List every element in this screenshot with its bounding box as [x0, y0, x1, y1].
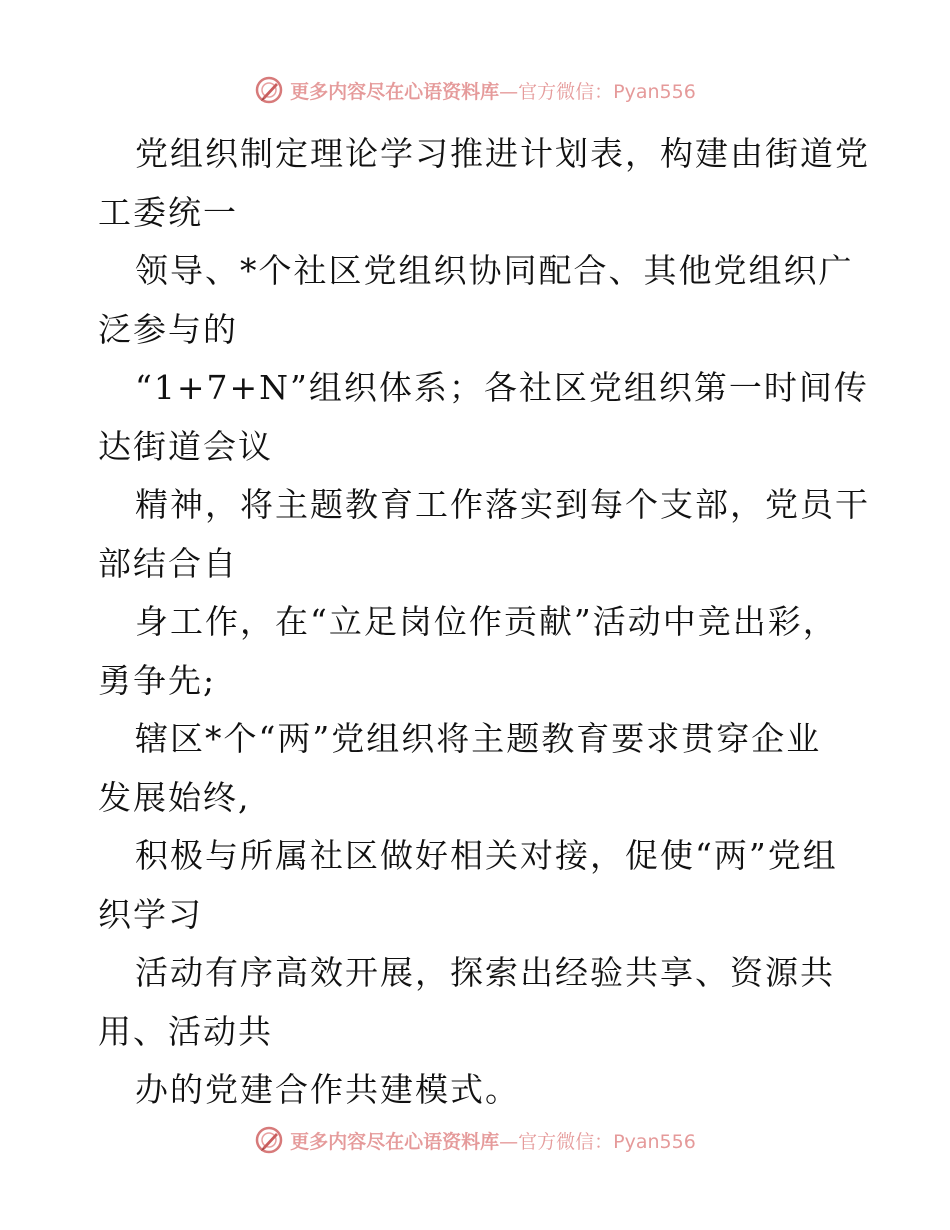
- paragraph-continuation: 织学习: [98, 894, 203, 934]
- paragraph: [98, 944, 858, 1061]
- paragraph: [98, 125, 870, 242]
- paragraph: [98, 359, 869, 476]
- pen-logo-icon: [254, 1125, 284, 1155]
- paragraph-first-line: “1+7+N”组织体系；各社区党组织第一时间传: [135, 368, 869, 407]
- paragraph: [98, 1061, 858, 1120]
- header-watermark: [0, 70, 950, 110]
- paragraph-first-line: 领导、*个社区党组织协同配合、其他党组织广: [135, 251, 854, 290]
- paragraph-continuation: 勇争先;: [98, 660, 217, 700]
- watermark-dash: —: [499, 1130, 519, 1153]
- paragraph-continuation: 工委统一: [98, 192, 238, 232]
- paragraph-first-line: 党组织制定理论学习推进计划表，构建由街道党: [135, 134, 870, 173]
- paragraph: [98, 827, 858, 944]
- watermark-main: 更多内容尽在心语资料库: [290, 80, 500, 103]
- paragraph-continuation: 用、活动共: [98, 1011, 273, 1051]
- paragraph-continuation: 泛参与的: [98, 309, 238, 349]
- watermark-text: [290, 1127, 696, 1154]
- paragraph-first-line: 身工作，在“立足岗位作贡献”活动中竞出彩，: [135, 602, 838, 641]
- pen-logo-icon: [254, 75, 284, 105]
- paragraph: [98, 710, 858, 827]
- paragraph-continuation: 达街道会议: [98, 426, 273, 466]
- paragraph: [98, 593, 858, 710]
- watermark-text: [290, 77, 696, 104]
- watermark-main: 更多内容尽在心语资料库: [290, 1130, 500, 1153]
- paragraph-first-line: 精神，将主题教育工作落实到每个支部，党员干: [135, 485, 870, 524]
- watermark-tail: 官方微信：Pyan556: [518, 1130, 696, 1153]
- footer-watermark: [0, 1120, 950, 1160]
- paragraph-first-line: 办的党建合作共建模式。: [135, 1070, 520, 1109]
- paragraph-first-line: 活动有序高效开展，探索出经验共享、资源共: [135, 953, 835, 992]
- document-body: [98, 125, 870, 1120]
- watermark-tail: 官方微信：Pyan556: [518, 80, 696, 103]
- paragraph: [98, 242, 858, 359]
- paragraph-first-line: 积极与所属社区做好相关对接，促使“两”党组: [135, 836, 838, 875]
- paragraph-first-line: 辖区*个“两”党组织将主题教育要求贯穿企业: [135, 719, 822, 758]
- paragraph-continuation: 发展始终,: [98, 777, 251, 817]
- watermark-dash: —: [499, 80, 519, 103]
- paragraph-continuation: 部结合自: [98, 543, 238, 583]
- paragraph: [98, 476, 870, 593]
